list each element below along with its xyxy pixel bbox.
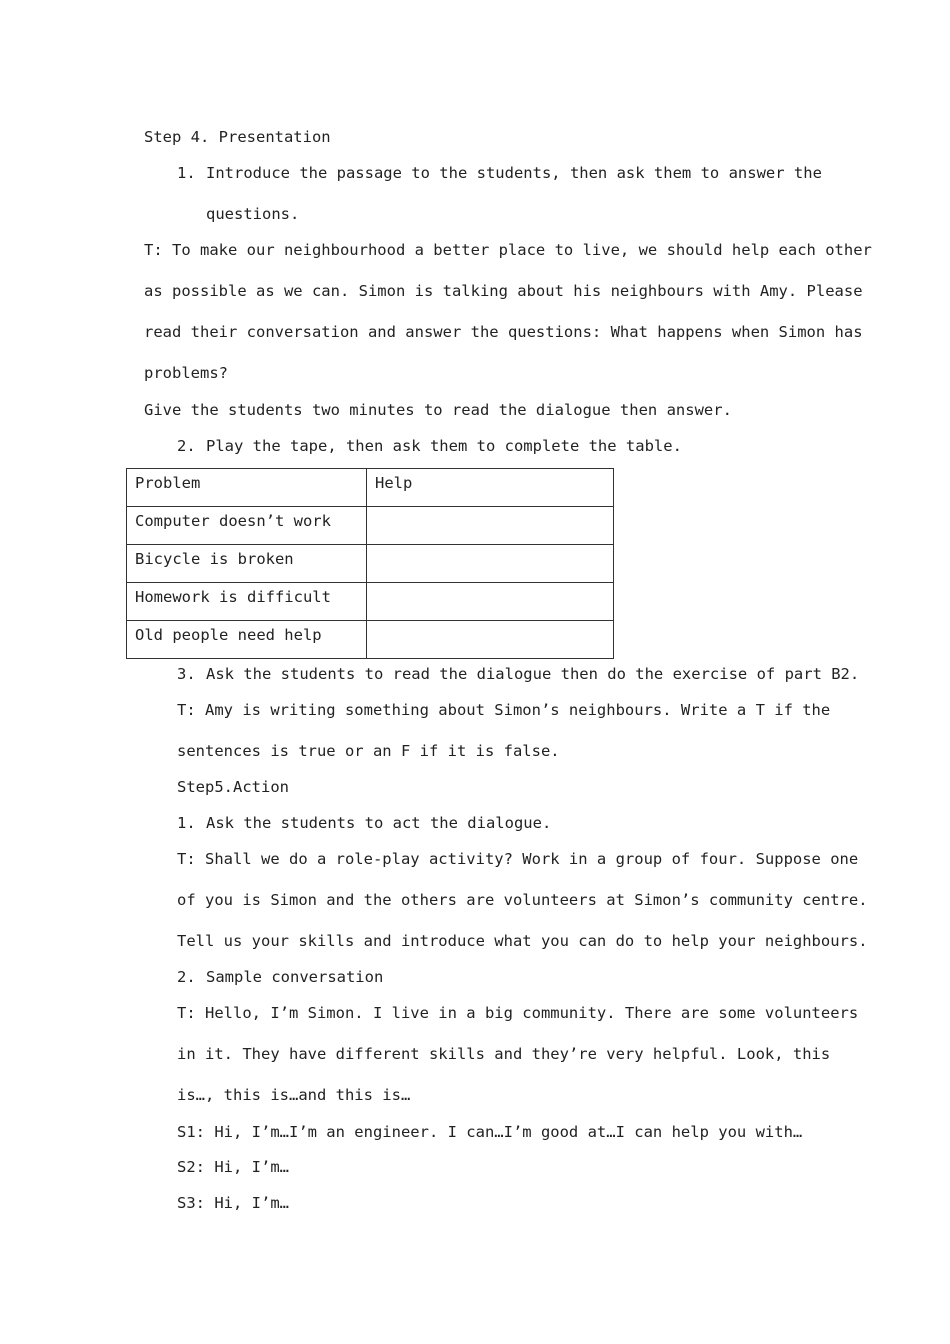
item1-teacher-line: T: Shall we do a role-play activity? Work in a group of four. Suppose one — [177, 850, 859, 868]
teacher-paragraph-line: problems? — [144, 364, 228, 382]
step5-item1-number: 1. — [177, 814, 196, 832]
teacher-paragraph-line: T: To make our neighbourhood a better place to live, we should help each other — [144, 241, 872, 259]
step5-item2-text: Sample conversation — [206, 968, 384, 986]
step4-item1-number: 1. — [177, 164, 196, 182]
problem-help-table — [126, 468, 614, 659]
table-header-problem: Problem — [127, 469, 367, 507]
table-row — [127, 507, 614, 545]
table-cell-problem: Bicycle is broken — [127, 545, 367, 583]
conversation-line: S2: Hi, I’m… — [177, 1158, 289, 1176]
table-cell-help — [367, 507, 614, 545]
table-cell-help — [367, 545, 614, 583]
table-row — [127, 545, 614, 583]
table-header-row — [127, 469, 614, 507]
step4-item2-number: 2. — [177, 437, 196, 455]
table-row — [127, 583, 614, 621]
conversation-line: T: Hello, I’m Simon. I live in a big community. There are some volunteers — [177, 1004, 859, 1022]
teacher-paragraph-line: as possible as we can. Simon is talking about his neighbours with Amy. Please — [144, 282, 863, 300]
table-row — [127, 621, 614, 659]
table-cell-help — [367, 621, 614, 659]
teacher-paragraph-line: read their conversation and answer the questions: What happens when Simon has — [144, 323, 863, 341]
step4-item2-text: Play the tape, then ask them to complete the table. — [206, 437, 682, 455]
step5-item1-text: Ask the students to act the dialogue. — [206, 814, 552, 832]
step5-heading: Step5.Action — [177, 778, 289, 796]
item1-teacher-line: Tell us your skills and introduce what you can do to help your neighbours. — [177, 932, 868, 950]
conversation-line: S1: Hi, I’m…I’m an engineer. I can…I’m good at…I can help you with… — [177, 1123, 803, 1141]
item3-teacher-line: sentences is true or an F if it is false. — [177, 742, 560, 760]
table-cell-problem: Computer doesn’t work — [127, 507, 367, 545]
item3-teacher-line: T: Amy is writing something about Simon’s neighbours. Write a T if the — [177, 701, 831, 719]
step4-item3-number: 3. — [177, 665, 196, 683]
table-header-help: Help — [367, 469, 614, 507]
step5-item2-number: 2. — [177, 968, 196, 986]
step4-item1-line1: Introduce the passage to the students, then ask them to answer the — [206, 164, 822, 182]
step4-item3-text: Ask the students to read the dialogue then do the exercise of part B2. — [206, 665, 860, 683]
table-cell-problem: Homework is difficult — [127, 583, 367, 621]
item1-teacher-line: of you is Simon and the others are volunteers at Simon’s community centre. — [177, 891, 868, 909]
table-cell-help — [367, 583, 614, 621]
step4-item1-line2: questions. — [206, 205, 300, 223]
step4-heading: Step 4. Presentation — [144, 128, 331, 146]
table-cell-problem: Old people need help — [127, 621, 367, 659]
conversation-line: is…, this is…and this is… — [177, 1086, 411, 1104]
conversation-line: S3: Hi, I’m… — [177, 1194, 289, 1212]
give-instruction: Give the students two minutes to read the dialogue then answer. — [144, 401, 732, 419]
conversation-line: in it. They have different skills and they’re very helpful. Look, this — [177, 1045, 831, 1063]
